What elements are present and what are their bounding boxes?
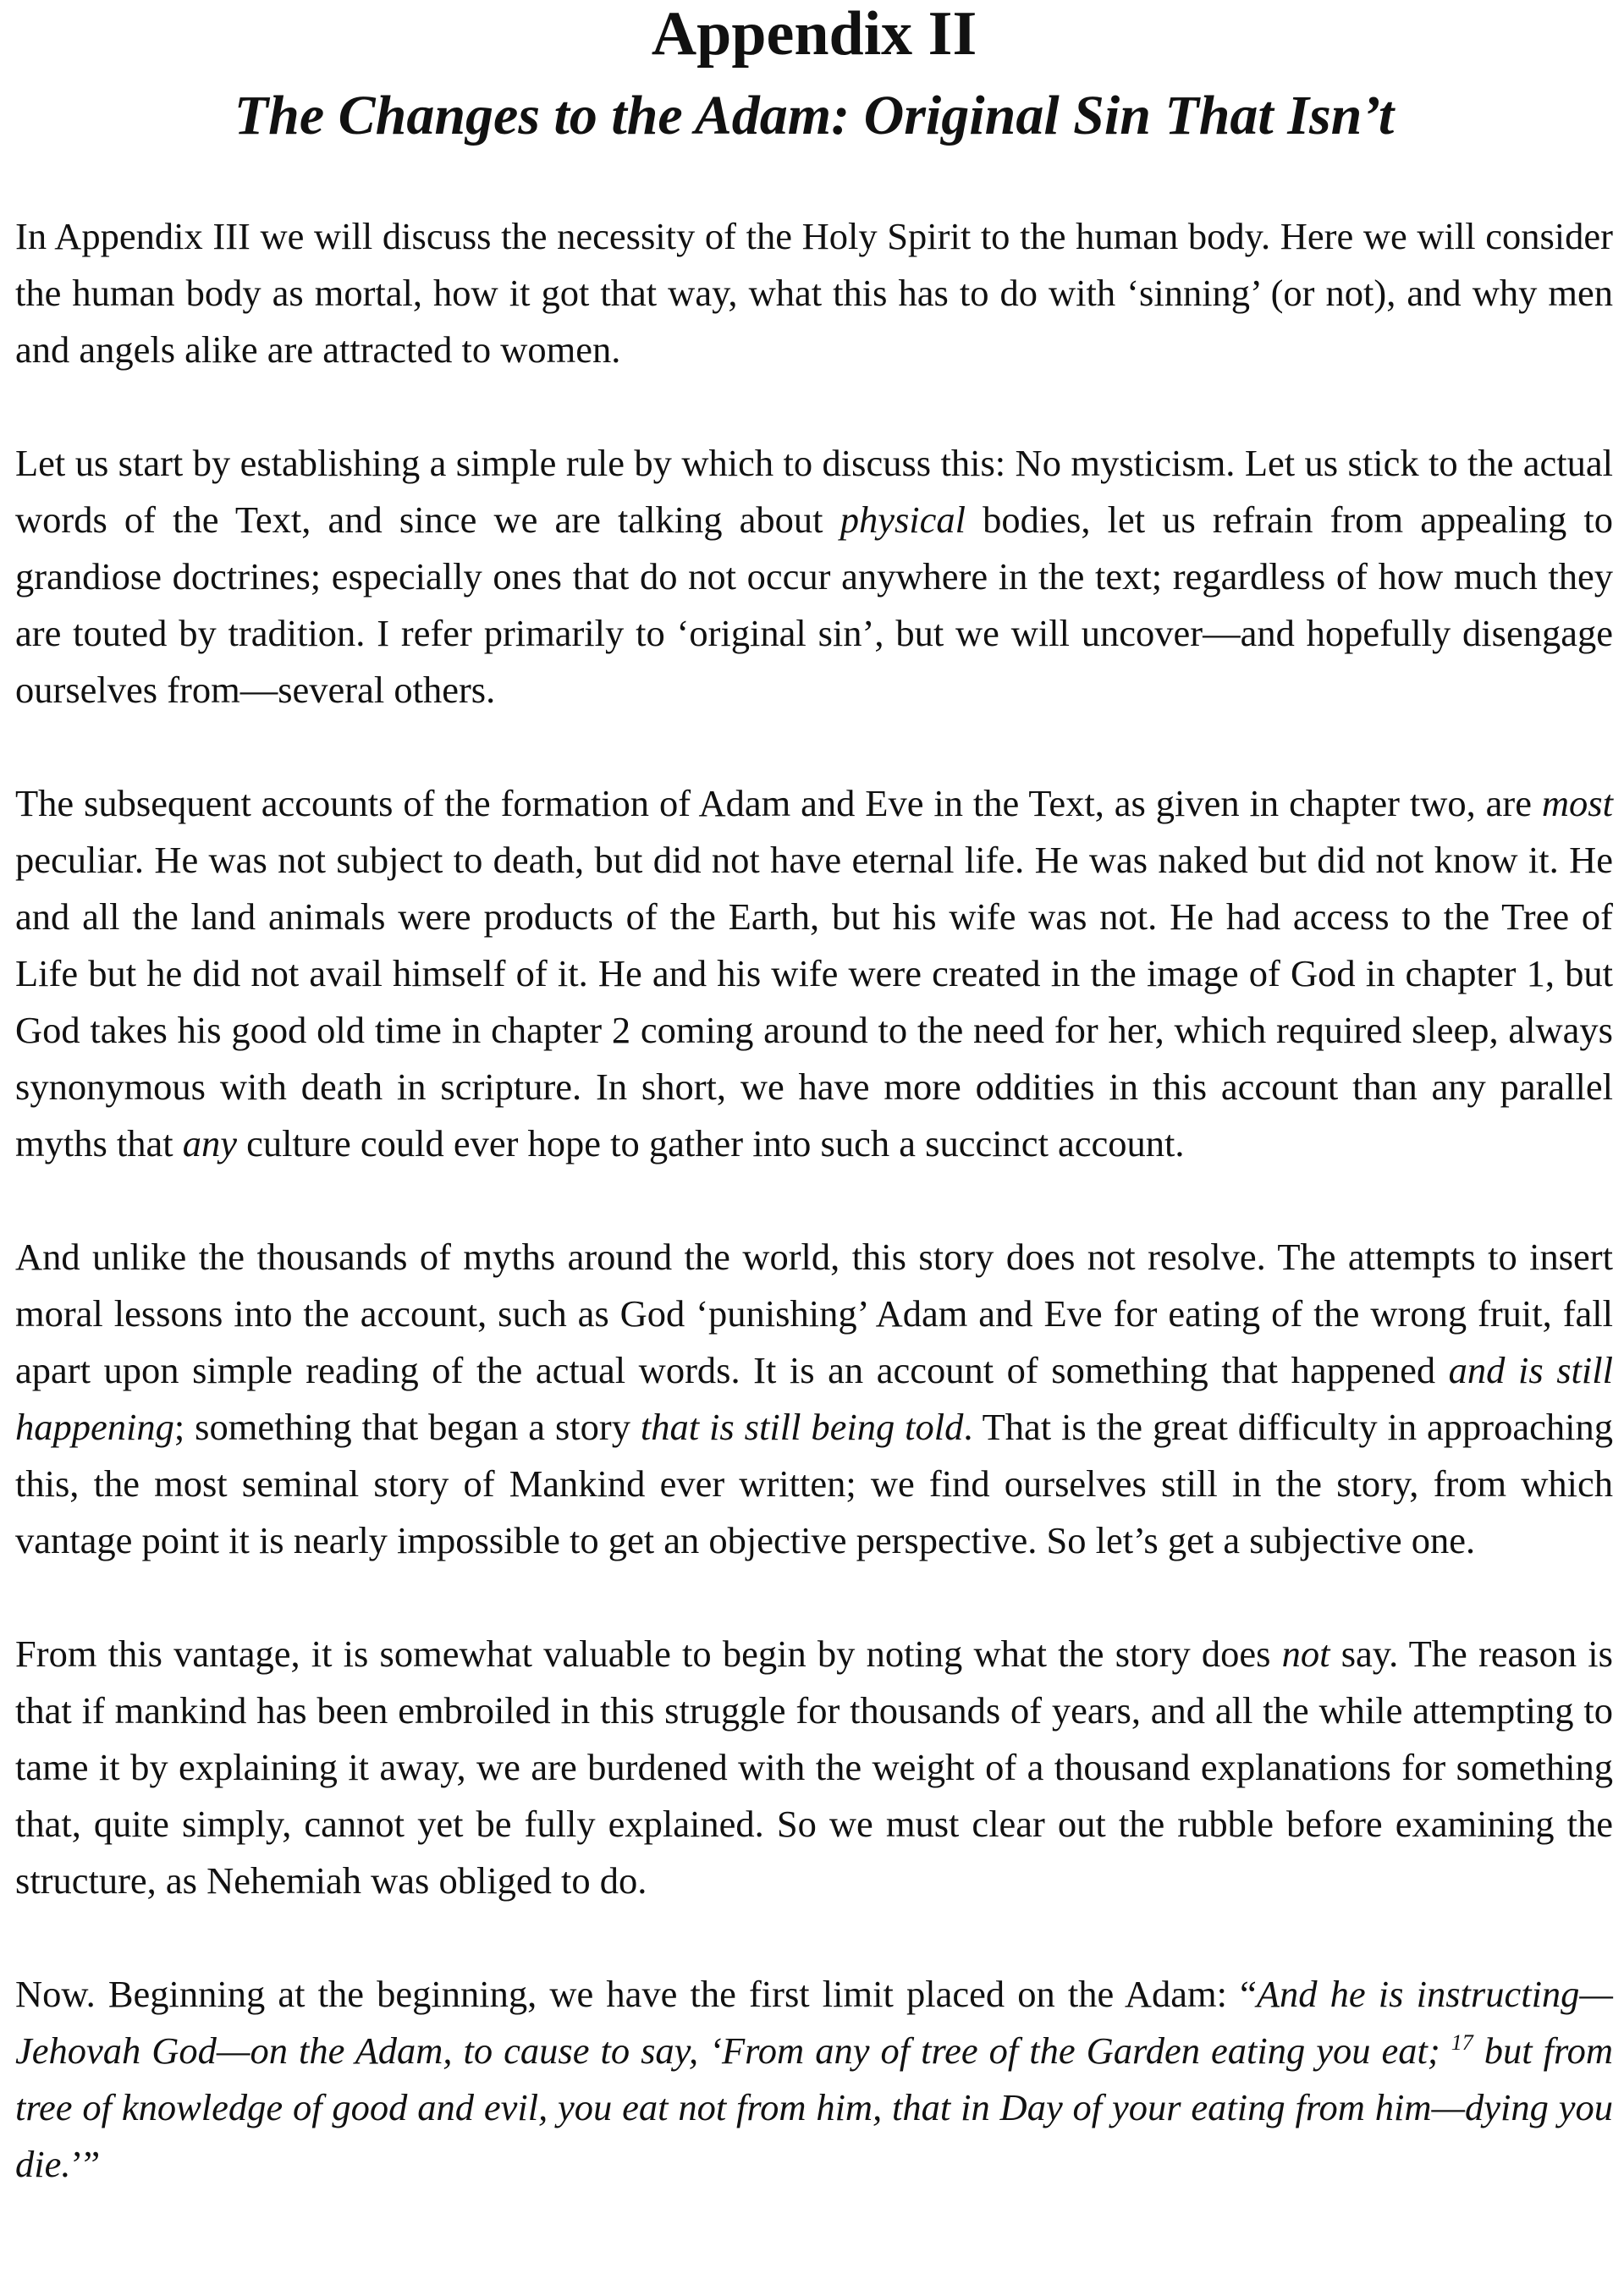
paragraph-6 — [15, 1966, 1613, 2193]
paragraph-6-quote-end: but from tree of knowledge of good and evil, you eat not from him, that in Day of your eating from him—dying you die. — [15, 2029, 1613, 2185]
paragraph-6-part-a: Now. Beginning at the beginning, we have the first limit placed on the Adam: “ — [15, 1973, 1257, 2015]
paragraph-4-part-a: And unlike the thousands of myths around the world, this story does not resolve. The attempts to insert moral lessons into the account, such as God ‘punishing’ Adam and Eve for eating of the wrong fruit, fall apart upon simple reading of the actual words. It is an account of something that happened — [15, 1236, 1613, 1391]
paragraph-4-emphasis-told: that is still being told — [640, 1406, 964, 1448]
paragraph-6-quote-start: And he is instructing—Jehovah God—on the Adam, to cause to say, ‘From any of tree of the Garden eating you eat; — [15, 1973, 1613, 2072]
page-title: Appendix II — [651, 0, 977, 69]
paragraph-6-closing-quotes: ’” — [70, 2143, 101, 2185]
paragraph-5-part-a: From this vantage, it is somewhat valuable to begin by noting what the story does — [15, 1633, 1282, 1675]
footnote-marker: 17 — [1451, 2030, 1473, 2056]
paragraph-3-emphasis-any: any — [182, 1122, 238, 1165]
paragraph-4-part-c: ; something that began a story — [173, 1406, 641, 1448]
paragraph-5-emphasis-not: not — [1281, 1633, 1330, 1675]
page-subtitle: The Changes to the Adam: Original Sin That Isn’t — [234, 85, 1395, 146]
paragraph-1 — [15, 208, 1613, 378]
paragraph-2-part-c: bodies, let us refrain from appealing to grandiose doctrines; especially ones that do not occur anywhere in the text; regardless of how much they are touted by tradition. I refer primarily to ‘original sin’, but we will uncover—and hopefully disengage ourselves from—several others. — [15, 498, 1613, 711]
paragraph-3-part-c: peculiar. He was not subject to death, but did not have eternal life. He was naked but did not know it. He and all the land animals were products of the Earth, but his wife was not. He had access to the Tree of Life but he did not avail himself of it. He and his wife were created in the image of God in chapter 1, but God takes his good old time in chapter 2 coming around to the need for her, which required sleep, always synonymous with death in scripture. In short, we have more oddities in this account than any parallel myths that — [15, 839, 1613, 1165]
paragraph-4 — [15, 1229, 1613, 1569]
paragraph-3 — [15, 775, 1613, 1172]
paragraph-2 — [15, 435, 1613, 719]
paragraph-3-part-a: The subsequent accounts of the formation of Adam and Eve in the Text, as given in chapter two, are — [15, 782, 1542, 824]
paragraph-1-text: In Appendix III we will discuss the necessity of the Holy Spirit to the human body. Here we will consider the human body as mortal, how it got that way, what this has to do with ‘sinning’ (or not), and why men and angels alike are attracted to women. — [15, 215, 1613, 371]
paragraph-2-emphasis: physical — [840, 498, 966, 541]
body-text — [15, 208, 1613, 2193]
paragraph-5 — [15, 1626, 1613, 1909]
document-page — [15, 0, 1613, 2193]
paragraph-4-emphasis-happening: and is still happening — [15, 1349, 1613, 1448]
paragraph-5-part-c: say. The reason is that if mankind has been embroiled in this struggle for thousands of years, and all the while attempting to tame it by explaining it away, we are burdened with the weight of a thousand explanations for something that, quite simply, cannot yet be fully explained. So we must clear out the rubble before examining the structure, as Nehemiah was obliged to do. — [15, 1633, 1613, 1902]
paragraph-2-part-a: Let us start by establishing a simple rule by which to discuss this: No mysticism. Let us stick to the actual words of the Text, and since we are talking about — [15, 442, 1613, 541]
paragraph-4-part-e: . That is the great difficulty in approaching this, the most seminal story of Mankind ever written; we find ourselves still in the story, from which vantage point it is nearly impossible to get an objective perspective. So let’s get a subjective one. — [15, 1406, 1613, 1561]
paragraph-3-emphasis-most: most — [1541, 782, 1613, 824]
paragraph-3-part-e: culture could ever hope to gather into such a succinct account. — [237, 1122, 1185, 1165]
